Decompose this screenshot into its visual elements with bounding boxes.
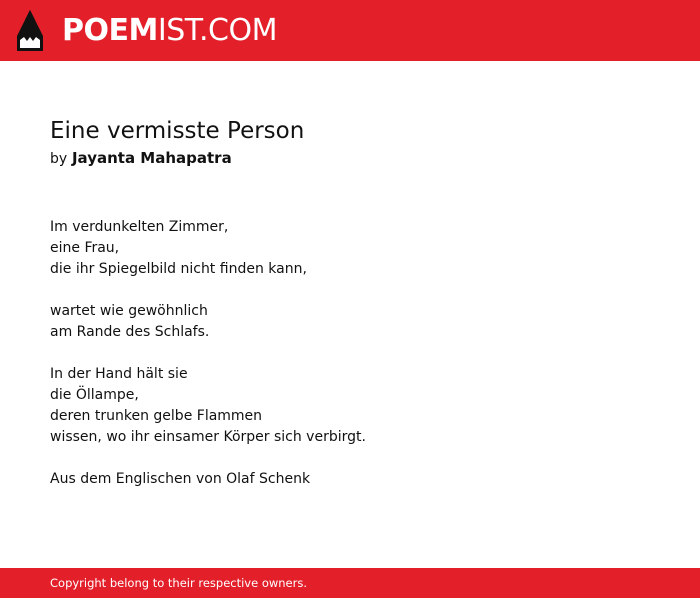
poem-line: Im verdunkelten Zimmer, [50,219,229,235]
pencil-tip-icon[interactable] [17,10,43,51]
poem-line: die ihr Spiegelbild nicht finden kann, [50,261,307,277]
site-logo[interactable] [62,12,277,50]
logo-light-text: IST.COM [157,13,277,48]
site-header [0,0,700,61]
poem-line: die Öllampe, [50,387,139,403]
logo-bold-text: POEM [62,13,158,48]
poem-author[interactable]: Jayanta Mahapatra [71,149,232,167]
poem-line: eine Frau, [50,240,120,256]
stanza-2 [50,301,660,343]
poem-line: wartet wie gewöhnlich [50,303,208,319]
by-prefix: by [50,151,68,167]
site-footer [0,568,700,598]
poem-byline [50,147,660,170]
poem-line: am Rande des Schlafs. [50,324,210,340]
poem-body [50,217,660,490]
poem-title: Eine vermisste Person [50,118,305,144]
stanza-1 [50,217,660,280]
stanza-3 [50,364,660,448]
copyright-text: Copyright belong to their respective owners. [50,576,308,590]
translator-note: Aus dem Englischen von Olaf Schenk [50,471,311,487]
poem-content [50,116,660,490]
poem-line: deren trunken gelbe Flammen [50,408,263,424]
poem-line: In der Hand hält sie [50,366,188,382]
poem-line: wissen, wo ihr einsamer Körper sich verbirgt. [50,429,366,445]
